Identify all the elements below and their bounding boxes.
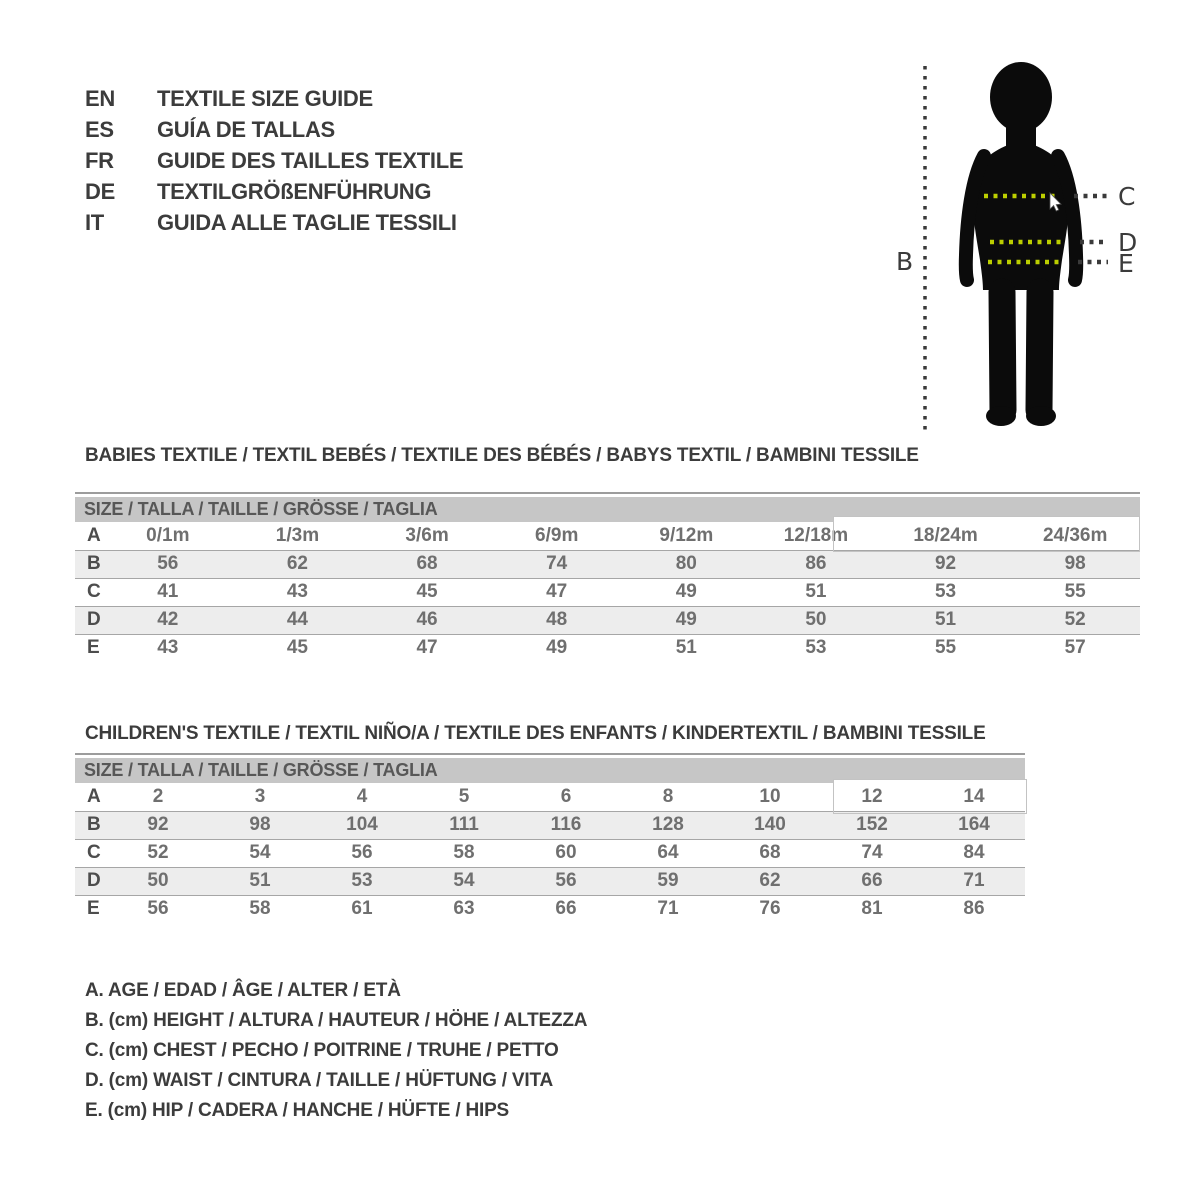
size-cell: 59: [657, 870, 679, 891]
size-cell: 62: [286, 553, 308, 574]
size-cell: 111: [449, 814, 479, 835]
measure-label-height: B: [896, 247, 914, 276]
size-cell: 43: [286, 581, 308, 602]
size-cell: 48: [546, 609, 568, 630]
size-cell: 56: [351, 842, 373, 863]
size-cell: 80: [675, 553, 697, 574]
measure-label-chest: C: [1118, 182, 1136, 211]
size-cell: 104: [346, 814, 378, 835]
size-cell: 140: [754, 814, 786, 835]
language-code: IT: [85, 210, 104, 235]
table-header: SIZE / TALLA / TAILLE / GRÖSSE / TAGLIA: [75, 497, 1140, 522]
size-cell: 92: [147, 814, 169, 835]
size-cell: 56: [157, 553, 179, 574]
language-row: [85, 114, 463, 145]
language-title: TEXTILE SIZE GUIDE: [157, 86, 373, 111]
row-label: B: [87, 814, 101, 835]
legend-item-height: B. (cm) HEIGHT / ALTURA / HAUTEUR / HÖHE / ALTEZZA: [85, 1010, 588, 1031]
size-cell: 3: [254, 785, 266, 807]
size-cell: 1/3m: [275, 524, 320, 546]
size-cell: 42: [157, 609, 179, 630]
language-code: FR: [85, 148, 114, 173]
size-cell: 47: [546, 581, 568, 602]
size-cell: 55: [1064, 581, 1086, 602]
size-cell: 41: [157, 581, 179, 602]
babies-table-topline: [75, 492, 1140, 494]
size-cell: 52: [147, 842, 169, 863]
size-cell: 86: [963, 898, 985, 920]
size-cell: 81: [861, 898, 883, 920]
size-cell: 152: [856, 814, 888, 835]
size-cell: 64: [657, 842, 679, 863]
size-cell: 74: [546, 553, 568, 574]
size-cell: 45: [416, 581, 438, 602]
size-cell: 53: [351, 870, 373, 891]
language-row: [85, 176, 463, 207]
size-cell: 56: [555, 870, 577, 891]
size-cell: 62: [759, 870, 781, 891]
size-cell: 71: [657, 898, 679, 920]
size-cell: 54: [453, 870, 475, 891]
size-cell: 60: [555, 842, 577, 863]
size-cell: 18/24m: [913, 524, 978, 546]
size-cell: 53: [934, 581, 957, 602]
size-cell: 71: [963, 870, 985, 891]
language-code: ES: [85, 117, 114, 142]
size-cell: 49: [675, 581, 697, 602]
row-label: A: [87, 524, 101, 546]
size-cell: 49: [675, 609, 697, 630]
size-cell: 61: [351, 898, 373, 920]
legend-item-chest: C. (cm) CHEST / PECHO / POITRINE / TRUHE / PETTO: [85, 1040, 559, 1061]
selection-box-babies: [833, 516, 1140, 552]
size-cell: 58: [249, 898, 271, 920]
row-label: C: [87, 581, 101, 602]
size-cell: 164: [958, 814, 990, 835]
size-cell: 76: [759, 898, 781, 920]
size-cell: 49: [546, 637, 568, 659]
children-table-topline: [75, 753, 1025, 755]
size-cell: 50: [805, 609, 827, 630]
size-cell: 6: [560, 785, 572, 807]
babies-section-title: BABIES TEXTILE / TEXTIL BEBÉS / TEXTILE DES BÉBÉS / BABYS TEXTIL / BAMBINI TESSILE: [85, 445, 919, 466]
size-row-B: [75, 550, 1140, 578]
language-title: GUIDE DES TAILLES TEXTILE: [157, 148, 464, 173]
size-cell: 3/6m: [405, 524, 449, 546]
size-cell: 12: [861, 785, 883, 807]
size-cell: 128: [652, 814, 684, 835]
size-cell: 51: [675, 637, 697, 659]
legend-item-age: A. AGE / EDAD / ÂGE / ALTER / ETÀ: [85, 980, 401, 1001]
size-cell: 50: [147, 870, 169, 891]
size-cell: 43: [157, 637, 179, 659]
size-cell: 58: [453, 842, 475, 863]
size-cell: 10: [759, 785, 781, 807]
row-label: A: [87, 785, 101, 807]
language-code: DE: [85, 179, 115, 204]
size-cell: 86: [805, 553, 827, 574]
size-cell: 45: [286, 637, 308, 659]
size-row-E: [75, 895, 1025, 923]
children-section-title: CHILDREN'S TEXTILE / TEXTIL NIÑO/A / TEXTILE DES ENFANTS / KINDERTEXTIL / BAMBINI TESSILE: [85, 723, 986, 744]
size-cell: 74: [861, 842, 883, 863]
row-label: B: [87, 553, 101, 574]
language-code: EN: [85, 86, 115, 111]
size-cell: 63: [453, 898, 475, 920]
language-list: [85, 83, 463, 238]
size-cell: 116: [550, 814, 582, 835]
size-cell: 51: [805, 581, 827, 602]
size-cell: 12/18m: [783, 524, 849, 546]
size-cell: 84: [963, 842, 985, 863]
row-label: D: [87, 609, 101, 630]
size-cell: 2: [152, 785, 164, 807]
row-label: E: [87, 637, 100, 659]
size-cell: 9/12m: [659, 524, 714, 546]
size-cell: 98: [249, 814, 271, 835]
size-cell: 98: [1064, 553, 1086, 574]
size-cell: 66: [555, 898, 577, 920]
size-row-C: [75, 578, 1140, 606]
measure-label-waist: D: [1118, 228, 1138, 257]
size-cell: 51: [934, 609, 957, 630]
legend-item-waist: D. (cm) WAIST / CINTURA / TAILLE / HÜFTUNG / VITA: [85, 1070, 553, 1091]
size-cell: 55: [934, 637, 957, 659]
language-title: GUIDA ALLE TAGLIE TESSILI: [157, 210, 457, 235]
size-cell: 5: [458, 785, 470, 807]
row-label: C: [87, 842, 101, 863]
size-cell: 44: [286, 609, 308, 630]
selection-box-cap: [834, 780, 1026, 784]
size-cell: 56: [147, 898, 169, 920]
size-row-B: [75, 811, 1025, 839]
size-row-D: [75, 606, 1140, 634]
size-cell: 4: [356, 785, 368, 807]
size-cell: 57: [1064, 637, 1086, 659]
size-cell: 8: [662, 785, 674, 807]
language-title: TEXTILGRÖßENFÜHRUNG: [157, 179, 432, 204]
row-label: E: [87, 898, 100, 920]
size-cell: 92: [934, 553, 957, 574]
size-cell: 0/1m: [146, 524, 190, 546]
size-row-D: [75, 867, 1025, 895]
selection-box-children: [833, 779, 1027, 814]
size-row-E: [75, 634, 1140, 662]
size-cell: 66: [861, 870, 883, 891]
size-cell: 24/36m: [1042, 524, 1108, 546]
measure-label-hip: E: [1118, 249, 1134, 278]
size-cell: 47: [416, 637, 438, 659]
row-label: D: [87, 870, 101, 891]
language-row: [85, 83, 463, 114]
size-cell: 14: [963, 785, 985, 807]
size-cell: 52: [1064, 609, 1086, 630]
size-cell: 53: [805, 637, 827, 659]
size-cell: 54: [249, 842, 271, 863]
size-cell: 68: [759, 842, 781, 863]
language-row: [85, 145, 463, 176]
size-cell: 6/9m: [535, 524, 579, 546]
size-row-C: [75, 839, 1025, 867]
language-row: [85, 207, 463, 238]
selection-box-cap: [834, 517, 1139, 523]
language-title: GUÍA DE TALLAS: [157, 117, 335, 142]
size-cell: 68: [416, 553, 438, 574]
measurement-figure: [880, 50, 1180, 440]
table-header: SIZE / TALLA / TAILLE / GRÖSSE / TAGLIA: [75, 758, 1025, 783]
legend: [85, 976, 587, 1126]
legend-item-hip: E. (cm) HIP / CADERA / HANCHE / HÜFTE / HIPS: [85, 1100, 510, 1121]
size-cell: 51: [249, 870, 271, 891]
size-cell: 46: [416, 609, 438, 630]
